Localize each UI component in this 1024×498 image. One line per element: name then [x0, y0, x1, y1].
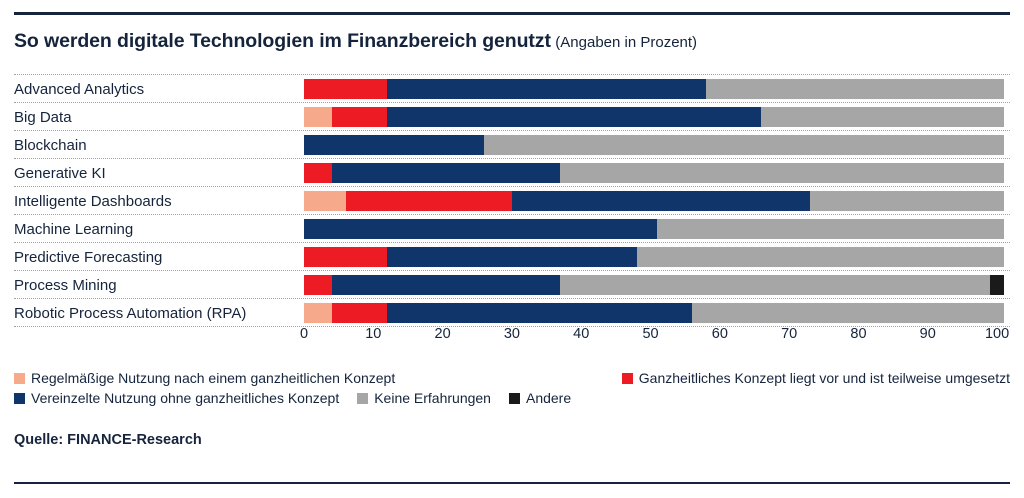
legend-label: Andere: [525, 390, 572, 406]
legend-swatch-icon: [509, 393, 520, 404]
stacked-bar: [304, 163, 1004, 183]
bar-segment: [346, 191, 512, 211]
source-label: Quelle: FINANCE-Research: [14, 432, 202, 448]
bar-segment: [304, 135, 484, 155]
legend-item[interactable]: [622, 370, 1010, 386]
stacked-bar: [304, 191, 1004, 211]
bar-segment: [304, 275, 332, 295]
bar-track: [304, 107, 1004, 127]
legend-row-1: [14, 370, 1010, 386]
chart-rows: [14, 74, 1010, 327]
chart-row: [14, 103, 1010, 131]
bar-track: [304, 275, 1004, 295]
bar-segment: [512, 191, 810, 211]
chart-row: [14, 271, 1010, 299]
bar-segment: [304, 79, 387, 99]
x-tick-label: 20: [434, 326, 451, 342]
category-label: Blockchain: [14, 136, 87, 154]
bar-segment: [387, 247, 637, 267]
x-tick-label: 80: [850, 326, 867, 342]
x-tick-label: 0: [299, 326, 309, 342]
category-label: Intelligente Dashboards: [14, 192, 172, 210]
stacked-bar: [304, 275, 1004, 295]
bar-track: [304, 79, 1004, 99]
x-tick-label: 10: [365, 326, 382, 342]
stacked-bar: [304, 303, 1004, 323]
stacked-bar: [304, 107, 1004, 127]
category-label: Predictive Forecasting: [14, 248, 163, 266]
category-label: Robotic Process Automation (RPA): [14, 304, 247, 322]
page-title: [14, 30, 1010, 53]
bottom-divider: [14, 482, 1010, 484]
bar-segment: [304, 247, 387, 267]
bar-segment: [560, 275, 990, 295]
x-tick-label: 100: [984, 326, 1010, 342]
stacked-bar-chart: [14, 74, 1010, 344]
bar-segment: [810, 191, 1004, 211]
bar-segment: [304, 107, 332, 127]
legend-label: Regelmäßige Nutzung nach einem ganzheitlichen Konzept: [31, 370, 396, 386]
stacked-bar: [304, 219, 1004, 239]
legend-swatch-icon: [622, 373, 633, 384]
title-main: So werden digitale Technologien im Finanzbereich genutzt: [14, 30, 551, 52]
legend-swatch-icon: [14, 373, 25, 384]
stacked-bar: [304, 247, 1004, 267]
bar-segment: [387, 79, 706, 99]
x-axis: [299, 326, 1010, 352]
legend-swatch-icon: [14, 393, 25, 404]
bar-track: [304, 191, 1004, 211]
chart-row: [14, 215, 1010, 243]
stacked-bar: [304, 79, 1004, 99]
chart-row: [14, 131, 1010, 159]
bar-track: [304, 135, 1004, 155]
category-label: Big Data: [14, 108, 72, 126]
bar-segment: [637, 247, 1004, 267]
category-label: Generative KI: [14, 164, 106, 182]
bar-segment: [304, 219, 657, 239]
legend-item[interactable]: [357, 390, 491, 406]
x-tick-label: 50: [642, 326, 659, 342]
stacked-bar: [304, 135, 1004, 155]
x-tick-label: 60: [711, 326, 728, 342]
legend-item[interactable]: [509, 390, 571, 406]
legend-label: Ganzheitliches Konzept liegt vor und ist teilweise umgesetzt: [638, 370, 1010, 386]
bar-segment: [387, 303, 692, 323]
bar-segment: [304, 163, 332, 183]
bar-track: [304, 219, 1004, 239]
chart-row: [14, 243, 1010, 271]
title-subtitle: (Angaben in Prozent): [555, 34, 698, 51]
category-label: Advanced Analytics: [14, 80, 145, 98]
bar-segment: [761, 107, 1004, 127]
legend-label: Keine Erfahrungen: [374, 390, 491, 406]
bar-track: [304, 247, 1004, 267]
bar-segment: [657, 219, 1004, 239]
bar-segment: [692, 303, 1004, 323]
bar-segment: [332, 275, 561, 295]
legend-swatch-icon: [357, 393, 368, 404]
category-label: Process Mining: [14, 276, 117, 294]
top-divider: [14, 12, 1010, 15]
bar-track: [304, 163, 1004, 183]
bar-segment: [332, 107, 387, 127]
legend-item[interactable]: [14, 390, 339, 406]
bar-segment: [990, 275, 1004, 295]
legend-row-2: [14, 390, 1010, 406]
category-label: Machine Learning: [14, 220, 134, 238]
legend-label: Vereinzelte Nutzung ohne ganzheitliches Konzept: [31, 390, 340, 406]
bar-segment: [560, 163, 1004, 183]
bar-segment: [484, 135, 1004, 155]
bar-segment: [332, 163, 561, 183]
x-tick-label: 70: [781, 326, 798, 342]
bar-segment: [332, 303, 387, 323]
chart-row: [14, 299, 1010, 327]
legend-item[interactable]: [14, 370, 395, 386]
x-tick-label: 30: [503, 326, 520, 342]
chart-row: [14, 187, 1010, 215]
bar-segment: [706, 79, 1004, 99]
bar-segment: [304, 191, 346, 211]
chart-legend: [14, 370, 1010, 410]
x-tick-label: 40: [573, 326, 590, 342]
bar-segment: [387, 107, 761, 127]
bar-segment: [304, 303, 332, 323]
x-tick-label: 90: [919, 326, 936, 342]
bar-track: [304, 303, 1004, 323]
chart-row: [14, 159, 1010, 187]
chart-row: [14, 75, 1010, 103]
